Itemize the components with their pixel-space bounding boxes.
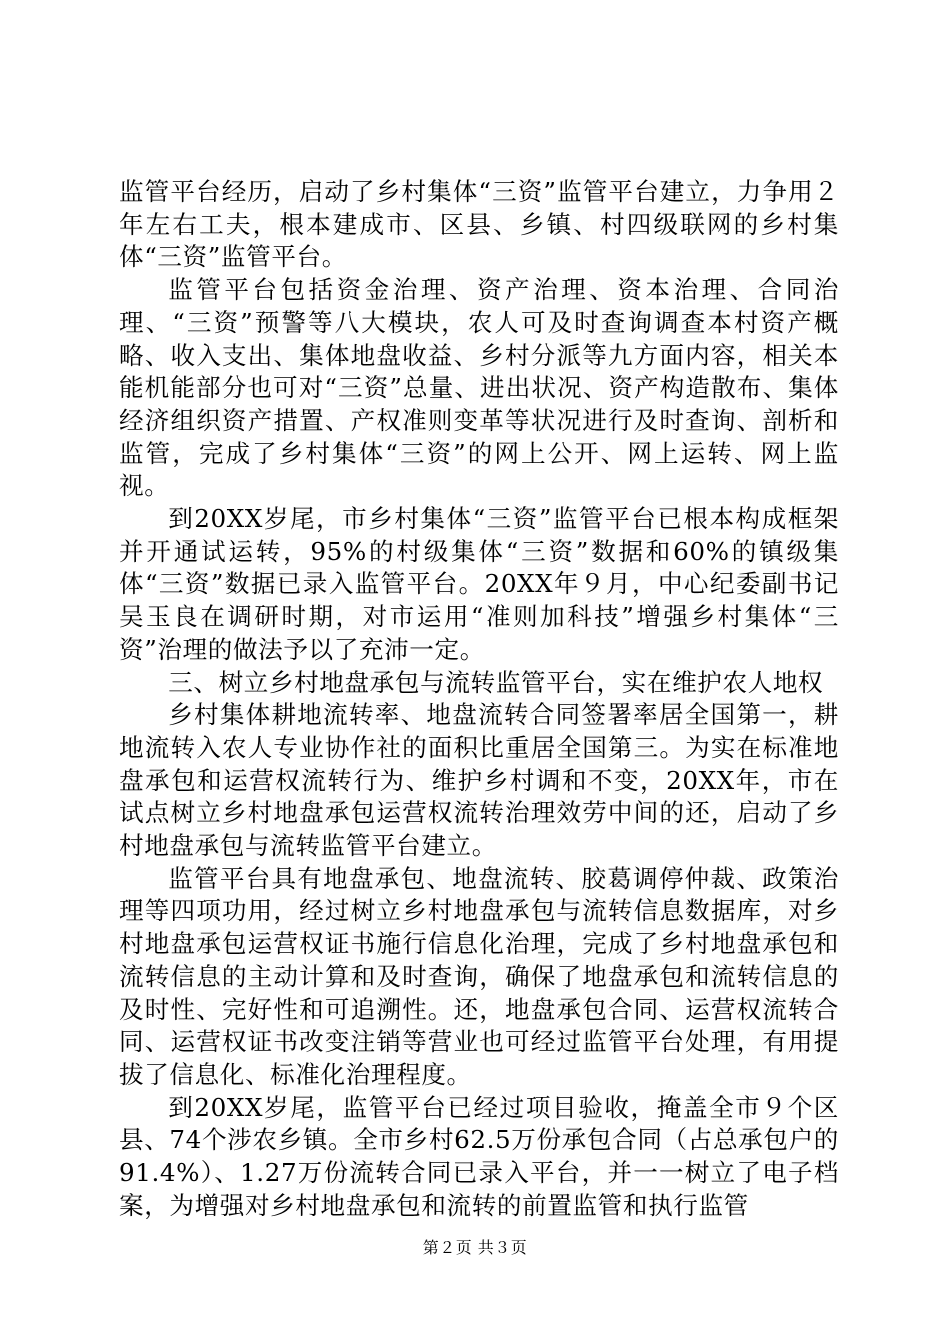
paragraph-5: 监管平台具有地盘承包、地盘流转、胶葛调停仲裁、政策治理等四项功用，经过树立乡村地盘承包与流转信息数据库，对乡村地盘承包运营权证书施行信息化治理，完成了乡村地盘承包和流转信息的主动计算和及时查询，确保了地盘承包和流转信息的及时性、完好性和可追溯性。还，地盘承包合同、运营权流转合同、运营权证书改变注销等营业也可经过监管平台处理，有用提拔了信息化、标准化治理程度。 bbox=[119, 863, 839, 1089]
paragraph-2: 监管平台包括资金治理、资产治理、资本治理、合同治理、“三资”预警等八大模块，农人可及时查询调查本村资产概略、收入支出、集体地盘收益、乡村分派等九方面内容，相关本能机能部分也可对“三资”总量、进出状况、资产构造散布、集体经济组织资产措置、产权准则变革等状况进行及时查询、剖析和监管，完成了乡村集体“三资”的网上公开、网上运转、网上监视。 bbox=[119, 275, 839, 501]
page-number-footer: 第２页 共３页 bbox=[422, 1238, 528, 1257]
document-body bbox=[119, 176, 839, 1223]
paragraph-4: 乡村集体耕地流转率、地盘流转合同签署率居全国第一，耕地流转入农人专业协作社的面积比重居全国第三。为实在标准地盘承包和运营权流转行为、维护乡村调和不变，20XX年，市在试点树立乡村地盘承包运营权流转治理效劳中间的还，启动了乡村地盘承包与流转监管平台建立。 bbox=[119, 700, 839, 861]
paragraph-6: 到20XX岁尾，监管平台已经过项目验收，掩盖全市９个区县、74个涉农乡镇。全市乡村62.5万份承包合同（占总承包户的91.4%）、1.27万份流转合同已录入平台，并一一树立了电子档案，为增强对乡村地盘承包和流转的前置监管和执行监管 bbox=[119, 1092, 839, 1220]
paragraph-1: 监管平台经历，启动了乡村集体“三资”监管平台建立，力争用２年左右工夫，根本建成市、区县、乡镇、村四级联网的乡村集体“三资”监管平台。 bbox=[119, 177, 839, 272]
paragraph-3: 到20XX岁尾，市乡村集体“三资”监管平台已根本构成框架并开通试运转，95%的村级集体“三资”数据和60%的镇级集体“三资”数据已录入监管平台。20XX年９月，中心纪委副书记吴玉良在调研时期，对市运用“准则加科技”增强乡村集体“三资”治理的做法予以了充沛一定。 bbox=[119, 504, 839, 664]
section-heading: 三、树立乡村地盘承包与流转监管平台，实在维护农人地权 bbox=[168, 667, 824, 697]
